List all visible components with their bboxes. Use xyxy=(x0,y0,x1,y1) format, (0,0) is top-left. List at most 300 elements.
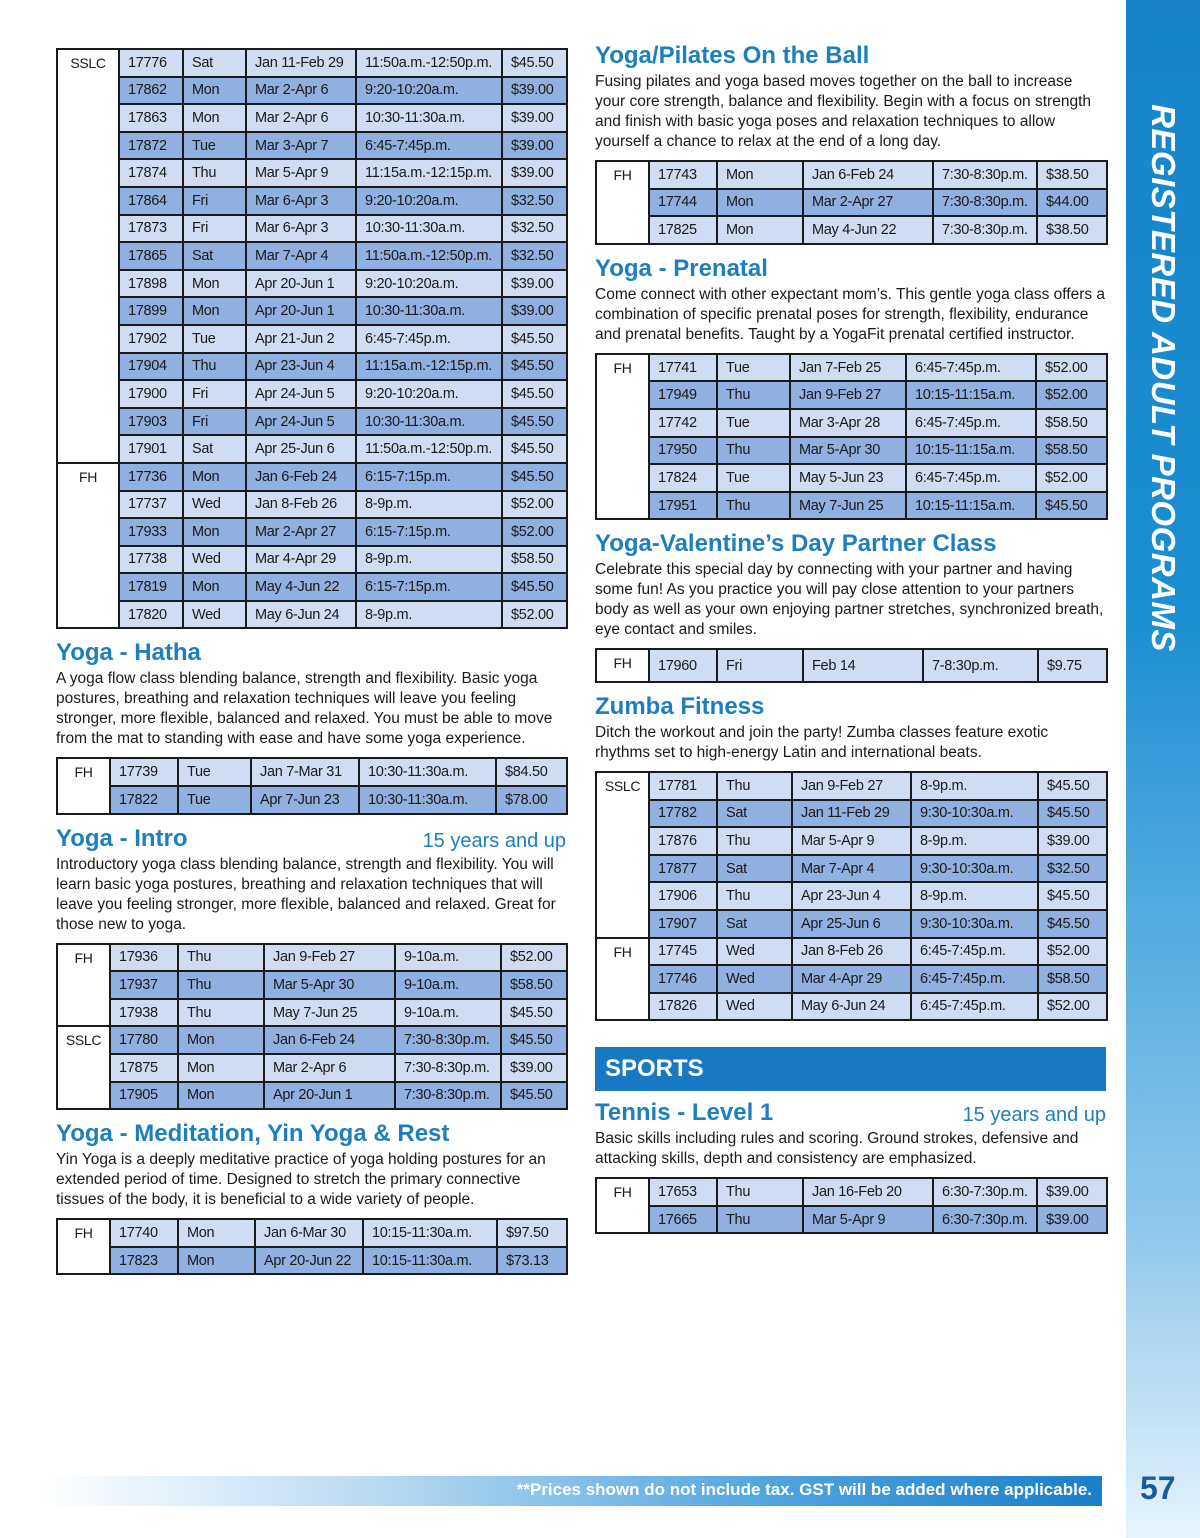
location-cell: FH xyxy=(596,161,649,244)
class-number-cell: 17739 xyxy=(110,758,178,786)
dates-cell: Jan 6-Feb 24 xyxy=(264,1026,395,1054)
table-row xyxy=(596,938,1107,966)
table-row xyxy=(596,993,1107,1021)
price-cell: $32.50 xyxy=(1038,855,1107,883)
schedule-table xyxy=(595,1177,1108,1234)
class-number-cell: 17738 xyxy=(119,546,183,574)
table-row xyxy=(57,380,567,408)
section-yoga-continued xyxy=(56,48,566,629)
time-cell: 6:15-7:15p.m. xyxy=(356,518,502,546)
table-row xyxy=(596,882,1107,910)
dates-cell: Apr 20-Jun 1 xyxy=(246,270,356,298)
dates-cell: Mar 5-Apr 9 xyxy=(803,1206,933,1234)
day-cell: Tue xyxy=(717,354,790,382)
time-cell: 7:30-8:30p.m. xyxy=(395,1082,501,1110)
table-row xyxy=(57,786,567,814)
time-cell: 9:30-10:30a.m. xyxy=(911,800,1038,828)
section-tennis-level-1 xyxy=(595,1099,1106,1234)
table-row xyxy=(57,999,567,1027)
table-row xyxy=(57,215,567,243)
time-cell: 6:45-7:45p.m. xyxy=(356,325,502,353)
day-cell: Mon xyxy=(183,573,246,601)
time-cell: 9-10a.m. xyxy=(395,944,501,972)
time-cell: 6:45-7:45p.m. xyxy=(906,464,1036,492)
price-cell: $52.00 xyxy=(502,491,567,519)
table-row xyxy=(596,855,1107,883)
table-row xyxy=(596,1206,1107,1234)
price-cell: $39.00 xyxy=(502,132,567,160)
table-row xyxy=(57,1247,567,1275)
price-cell: $45.50 xyxy=(1038,800,1107,828)
section-title xyxy=(595,42,1106,70)
class-number-cell: 17776 xyxy=(119,49,183,77)
dates-cell: Jan 6-Feb 24 xyxy=(803,161,933,189)
table-row xyxy=(57,463,567,491)
class-number-cell: 17900 xyxy=(119,380,183,408)
class-number-cell: 17744 xyxy=(649,189,717,217)
dates-cell: Jan 7-Mar 31 xyxy=(251,758,359,786)
location-cell: FH xyxy=(57,463,119,629)
table-row xyxy=(57,491,567,519)
section-age-note: 15 years and up xyxy=(422,829,566,852)
table-row xyxy=(57,971,567,999)
class-number-cell: 17826 xyxy=(649,993,717,1021)
time-cell: 11:50a.m.-12:50p.m. xyxy=(356,435,502,463)
price-cell: $52.00 xyxy=(502,518,567,546)
dates-cell: Mar 2-Apr 27 xyxy=(803,189,933,217)
dates-cell: Mar 4-Apr 29 xyxy=(246,546,356,574)
section-title-text: Yoga/Pilates On the Ball xyxy=(595,42,870,69)
section-zumba-fitness xyxy=(595,693,1106,1021)
section-age-note: 15 years and up xyxy=(962,1104,1106,1127)
dates-cell: Mar 2-Apr 6 xyxy=(246,104,356,132)
day-cell: Mon xyxy=(183,463,246,491)
table-row xyxy=(57,132,567,160)
time-cell: 10:15-11:30a.m. xyxy=(363,1247,497,1275)
class-number-cell: 17865 xyxy=(119,242,183,270)
price-cell: $45.50 xyxy=(502,435,567,463)
class-number-cell: 17873 xyxy=(119,215,183,243)
section-yoga-yin xyxy=(56,1120,566,1275)
dates-cell: Jan 9-Feb 27 xyxy=(792,772,911,800)
time-cell: 7:30-8:30p.m. xyxy=(933,161,1037,189)
time-cell: 10:30-11:30a.m. xyxy=(356,297,502,325)
time-cell: 9-10a.m. xyxy=(395,999,501,1027)
dates-cell: Mar 3-Apr 28 xyxy=(790,409,906,437)
class-number-cell: 17741 xyxy=(649,354,717,382)
section-title-text: Tennis - Level 1 xyxy=(595,1099,774,1127)
table-row xyxy=(57,270,567,298)
price-cell: $52.00 xyxy=(1038,938,1107,966)
class-number-cell: 17906 xyxy=(649,882,717,910)
dates-cell: Jan 7-Feb 25 xyxy=(790,354,906,382)
time-cell: 9:20-10:20a.m. xyxy=(356,77,502,105)
table-row xyxy=(57,408,567,436)
side-band xyxy=(1126,0,1200,1538)
table-row xyxy=(57,325,567,353)
dates-cell: Mar 5-Apr 30 xyxy=(790,437,906,465)
day-cell: Sat xyxy=(183,49,246,77)
table-row xyxy=(596,800,1107,828)
day-cell: Wed xyxy=(717,938,792,966)
dates-cell: May 4-Jun 22 xyxy=(246,573,356,601)
dates-cell: May 5-Jun 23 xyxy=(790,464,906,492)
location-cell: SSLC xyxy=(596,772,649,938)
day-cell: Sat xyxy=(717,800,792,828)
price-cell: $32.50 xyxy=(502,187,567,215)
table-row xyxy=(596,827,1107,855)
time-cell: 9:20-10:20a.m. xyxy=(356,187,502,215)
time-cell: 8-9p.m. xyxy=(911,882,1038,910)
dates-cell: Mar 4-Apr 29 xyxy=(792,965,911,993)
right-column xyxy=(595,42,1106,1244)
class-number-cell: 17745 xyxy=(649,938,717,966)
class-number-cell: 17862 xyxy=(119,77,183,105)
table-row xyxy=(57,944,567,972)
class-number-cell: 17736 xyxy=(119,463,183,491)
class-number-cell: 17822 xyxy=(110,786,178,814)
price-cell: $45.50 xyxy=(501,1082,567,1110)
table-row xyxy=(57,1082,567,1110)
schedule-table xyxy=(595,160,1108,245)
day-cell: Mon xyxy=(178,1247,255,1275)
footer-note: **Prices shown do not include tax. GST will be added where applicable. xyxy=(516,1480,1092,1499)
class-number-cell: 17951 xyxy=(649,492,717,520)
dates-cell: Apr 21-Jun 2 xyxy=(246,325,356,353)
time-cell: 8-9p.m. xyxy=(911,827,1038,855)
class-number-cell: 17949 xyxy=(649,381,717,409)
day-cell: Mon xyxy=(183,297,246,325)
class-number-cell: 17933 xyxy=(119,518,183,546)
time-cell: 6:30-7:30p.m. xyxy=(933,1206,1037,1234)
time-cell: 9:30-10:30a.m. xyxy=(911,855,1038,883)
price-cell: $45.50 xyxy=(502,380,567,408)
class-number-cell: 17872 xyxy=(119,132,183,160)
dates-cell: Apr 24-Jun 5 xyxy=(246,408,356,436)
price-cell: $52.00 xyxy=(1036,381,1107,409)
time-cell: 11:50a.m.-12:50p.m. xyxy=(356,242,502,270)
price-cell: $97.50 xyxy=(497,1219,567,1247)
dates-cell: Mar 5-Apr 9 xyxy=(246,159,356,187)
time-cell: 6:30-7:30p.m. xyxy=(933,1178,1037,1206)
price-cell: $39.00 xyxy=(1038,827,1107,855)
dates-cell: May 4-Jun 22 xyxy=(803,216,933,244)
day-cell: Fri xyxy=(183,380,246,408)
class-number-cell: 17665 xyxy=(649,1206,717,1234)
class-number-cell: 17901 xyxy=(119,435,183,463)
price-cell: $39.00 xyxy=(501,1054,567,1082)
dates-cell: Mar 2-Apr 6 xyxy=(264,1054,395,1082)
dates-cell: Apr 20-Jun 22 xyxy=(255,1247,363,1275)
table-row xyxy=(57,546,567,574)
dates-cell: Mar 5-Apr 30 xyxy=(264,971,395,999)
price-cell: $39.00 xyxy=(502,270,567,298)
section-title-text: Yoga-Valentine’s Day Partner Class xyxy=(595,530,997,558)
class-number-cell: 17876 xyxy=(649,827,717,855)
table-row xyxy=(596,910,1107,938)
table-row xyxy=(596,161,1107,189)
dates-cell: Jan 6-Feb 24 xyxy=(246,463,356,491)
day-cell: Thu xyxy=(178,999,264,1027)
time-cell: 10:15-11:15a.m. xyxy=(906,381,1036,409)
time-cell: 10:15-11:15a.m. xyxy=(906,437,1036,465)
dates-cell: Mar 5-Apr 9 xyxy=(792,827,911,855)
sports-header: SPORTS xyxy=(595,1047,1106,1091)
price-cell: $45.50 xyxy=(502,408,567,436)
day-cell: Mon xyxy=(178,1082,264,1110)
class-number-cell: 17824 xyxy=(649,464,717,492)
day-cell: Sat xyxy=(717,910,792,938)
table-row xyxy=(57,77,567,105)
dates-cell: Apr 20-Jun 1 xyxy=(246,297,356,325)
day-cell: Thu xyxy=(178,971,264,999)
class-number-cell: 17903 xyxy=(119,408,183,436)
section-yoga-prenatal xyxy=(595,255,1106,521)
class-number-cell: 17936 xyxy=(110,944,178,972)
price-cell: $9.75 xyxy=(1038,649,1107,682)
location-cell: FH xyxy=(57,1219,110,1274)
price-cell: $32.50 xyxy=(502,215,567,243)
day-cell: Thu xyxy=(717,1206,803,1234)
dates-cell: Mar 7-Apr 4 xyxy=(246,242,356,270)
class-number-cell: 17874 xyxy=(119,159,183,187)
table-row xyxy=(57,435,567,463)
dates-cell: Mar 7-Apr 4 xyxy=(792,855,911,883)
day-cell: Wed xyxy=(183,601,246,629)
day-cell: Thu xyxy=(183,353,246,381)
day-cell: Tue xyxy=(717,464,790,492)
class-number-cell: 17863 xyxy=(119,104,183,132)
day-cell: Tue xyxy=(178,758,251,786)
day-cell: Mon xyxy=(183,77,246,105)
day-cell: Fri xyxy=(183,215,246,243)
table-row xyxy=(57,1026,567,1054)
table-row xyxy=(57,353,567,381)
class-number-cell: 17740 xyxy=(110,1219,178,1247)
day-cell: Sat xyxy=(183,242,246,270)
class-number-cell: 17743 xyxy=(649,161,717,189)
time-cell: 7-8:30p.m. xyxy=(923,649,1038,682)
dates-cell: Jan 11-Feb 29 xyxy=(792,800,911,828)
location-cell: FH xyxy=(596,649,649,682)
price-cell: $45.50 xyxy=(502,463,567,491)
section-yoga-valentine xyxy=(595,530,1106,683)
section-description: Introductory yoga class blending balance, strength and flexibility. You will learn basic yoga postures, breathing and relaxation techniques that will leave you feeling stronger, more flexible, balanced and relaxed. Great for those new to yoga. xyxy=(56,855,556,933)
price-cell: $38.50 xyxy=(1037,216,1107,244)
class-number-cell: 17937 xyxy=(110,971,178,999)
page-number: 57 xyxy=(1140,1470,1176,1506)
dates-cell: Apr 7-Jun 23 xyxy=(251,786,359,814)
table-row xyxy=(596,492,1107,520)
price-cell: $45.50 xyxy=(502,325,567,353)
schedule-table xyxy=(56,943,568,1111)
class-number-cell: 17737 xyxy=(119,491,183,519)
table-row xyxy=(596,464,1107,492)
dates-cell: Apr 24-Jun 5 xyxy=(246,380,356,408)
class-number-cell: 17904 xyxy=(119,353,183,381)
class-number-cell: 17742 xyxy=(649,409,717,437)
schedule-table xyxy=(56,757,568,814)
dates-cell: May 7-Jun 25 xyxy=(790,492,906,520)
class-number-cell: 17825 xyxy=(649,216,717,244)
section-title-text: Zumba Fitness xyxy=(595,692,765,720)
side-band-label: REGISTERED ADULT PROGRAMS xyxy=(1145,104,1182,652)
class-number-cell: 17864 xyxy=(119,187,183,215)
day-cell: Mon xyxy=(178,1054,264,1082)
price-cell: $45.50 xyxy=(501,999,567,1027)
time-cell: 7:30-8:30p.m. xyxy=(933,216,1037,244)
dates-cell: Jan 8-Feb 26 xyxy=(792,938,911,966)
time-cell: 6:45-7:45p.m. xyxy=(356,132,502,160)
class-number-cell: 17875 xyxy=(110,1054,178,1082)
schedule-table xyxy=(595,771,1108,1021)
day-cell: Thu xyxy=(717,827,792,855)
day-cell: Mon xyxy=(178,1219,255,1247)
dates-cell: Jan 16-Feb 20 xyxy=(803,1178,933,1206)
class-number-cell: 17781 xyxy=(649,772,717,800)
price-cell: $73.13 xyxy=(497,1247,567,1275)
class-number-cell: 17746 xyxy=(649,965,717,993)
table-row xyxy=(596,381,1107,409)
day-cell: Thu xyxy=(178,944,264,972)
day-cell: Thu xyxy=(183,159,246,187)
time-cell: 7:30-8:30p.m. xyxy=(395,1026,501,1054)
time-cell: 8-9p.m. xyxy=(911,772,1038,800)
time-cell: 10:15-11:30a.m. xyxy=(363,1219,497,1247)
price-cell: $52.00 xyxy=(1036,464,1107,492)
dates-cell: Jan 6-Mar 30 xyxy=(255,1219,363,1247)
table-row xyxy=(57,518,567,546)
price-cell: $39.00 xyxy=(502,159,567,187)
time-cell: 7:30-8:30p.m. xyxy=(395,1054,501,1082)
day-cell: Mon xyxy=(183,518,246,546)
price-cell: $58.50 xyxy=(1036,409,1107,437)
day-cell: Wed xyxy=(717,965,792,993)
time-cell: 11:50a.m.-12:50p.m. xyxy=(356,49,502,77)
section-title xyxy=(595,1099,1106,1127)
day-cell: Thu xyxy=(717,437,790,465)
time-cell: 9:30-10:30a.m. xyxy=(911,910,1038,938)
table-row xyxy=(57,573,567,601)
price-cell: $39.00 xyxy=(1037,1178,1107,1206)
class-number-cell: 17902 xyxy=(119,325,183,353)
table-row xyxy=(57,1054,567,1082)
day-cell: Thu xyxy=(717,882,792,910)
table-row xyxy=(596,437,1107,465)
section-title xyxy=(56,1120,566,1148)
price-cell: $45.50 xyxy=(501,1026,567,1054)
schedule-table xyxy=(56,48,568,629)
time-cell: 9:20-10:20a.m. xyxy=(356,380,502,408)
price-cell: $52.00 xyxy=(1038,993,1107,1021)
price-cell: $39.00 xyxy=(502,77,567,105)
table-row xyxy=(596,354,1107,382)
table-row xyxy=(596,189,1107,217)
section-yoga-hatha xyxy=(56,639,566,814)
class-number-cell: 17782 xyxy=(649,800,717,828)
time-cell: 7:30-8:30p.m. xyxy=(933,189,1037,217)
time-cell: 11:15a.m.-12:15p.m. xyxy=(356,353,502,381)
day-cell: Fri xyxy=(183,408,246,436)
location-cell: FH xyxy=(596,938,649,1021)
price-cell: $58.50 xyxy=(502,546,567,574)
location-cell: FH xyxy=(57,944,110,1027)
time-cell: 8-9p.m. xyxy=(356,601,502,629)
price-cell: $45.50 xyxy=(502,353,567,381)
table-row xyxy=(57,758,567,786)
time-cell: 6:45-7:45p.m. xyxy=(911,938,1038,966)
section-title xyxy=(595,530,1106,558)
day-cell: Mon xyxy=(717,189,803,217)
dates-cell: Apr 20-Jun 1 xyxy=(264,1082,395,1110)
section-description: Yin Yoga is a deeply meditative practice of yoga holding postures for an extended period of time. Designed to stretch the primary connective tissues of the body, it is beneficial to a wide variety of people. xyxy=(56,1151,546,1209)
section-title-text: Yoga - Meditation, Yin Yoga & Rest xyxy=(56,1120,450,1148)
time-cell: 9-10a.m. xyxy=(395,971,501,999)
table-row xyxy=(596,965,1107,993)
dates-cell: Jan 9-Feb 27 xyxy=(790,381,906,409)
class-number-cell: 17905 xyxy=(110,1082,178,1110)
time-cell: 8-9p.m. xyxy=(356,546,502,574)
day-cell: Mon xyxy=(183,104,246,132)
price-cell: $78.00 xyxy=(496,786,567,814)
price-cell: $38.50 xyxy=(1037,161,1107,189)
class-number-cell: 17938 xyxy=(110,999,178,1027)
dates-cell: Mar 3-Apr 7 xyxy=(246,132,356,160)
price-cell: $39.00 xyxy=(1037,1206,1107,1234)
section-description: Ditch the workout and join the party! Zumba classes feature exotic rhythms set to high-energy Latin and international beats. xyxy=(595,723,1049,761)
price-cell: $52.00 xyxy=(502,601,567,629)
day-cell: Sat xyxy=(183,435,246,463)
footer-bar xyxy=(40,1476,1102,1506)
dates-cell: Jan 8-Feb 26 xyxy=(246,491,356,519)
table-row xyxy=(57,242,567,270)
table-row xyxy=(57,104,567,132)
day-cell: Mon xyxy=(717,216,803,244)
day-cell: Tue xyxy=(178,786,251,814)
class-number-cell: 17899 xyxy=(119,297,183,325)
location-cell: SSLC xyxy=(57,49,119,463)
day-cell: Thu xyxy=(717,772,792,800)
class-number-cell: 17950 xyxy=(649,437,717,465)
day-cell: Tue xyxy=(183,132,246,160)
time-cell: 6:45-7:45p.m. xyxy=(906,354,1036,382)
time-cell: 6:45-7:45p.m. xyxy=(911,993,1038,1021)
table-row xyxy=(57,49,567,77)
class-number-cell: 17819 xyxy=(119,573,183,601)
dates-cell: Jan 9-Feb 27 xyxy=(264,944,395,972)
price-cell: $58.50 xyxy=(1038,965,1107,993)
day-cell: Tue xyxy=(183,325,246,353)
section-description: Come connect with other expectant mom’s. This gentle yoga class offers a combination of specific prenatal poses for strength, flexibility, endurance and prenatal benefits. Taught by a YogaFit prenatal certified instructor. xyxy=(595,285,1106,343)
section-yoga-intro xyxy=(56,825,566,1111)
time-cell: 10:15-11:15a.m. xyxy=(906,492,1036,520)
section-title xyxy=(595,255,1106,283)
day-cell: Tue xyxy=(717,409,790,437)
time-cell: 6:15-7:15p.m. xyxy=(356,463,502,491)
day-cell: Thu xyxy=(717,492,790,520)
dates-cell: Apr 23-Jun 4 xyxy=(246,353,356,381)
location-cell: FH xyxy=(596,354,649,520)
class-number-cell: 17877 xyxy=(649,855,717,883)
price-cell: $45.50 xyxy=(1038,882,1107,910)
schedule-table xyxy=(595,353,1108,521)
section-title-text: Yoga - Hatha xyxy=(56,639,201,667)
price-cell: $45.50 xyxy=(1038,910,1107,938)
dates-cell: Feb 14 xyxy=(803,649,923,682)
section-description: Basic skills including rules and scoring. Ground strokes, defensive and attacking skills, depth and consistency are emphasized. xyxy=(595,1130,1079,1168)
dates-cell: Apr 25-Jun 6 xyxy=(792,910,911,938)
schedule-table xyxy=(56,1218,568,1275)
